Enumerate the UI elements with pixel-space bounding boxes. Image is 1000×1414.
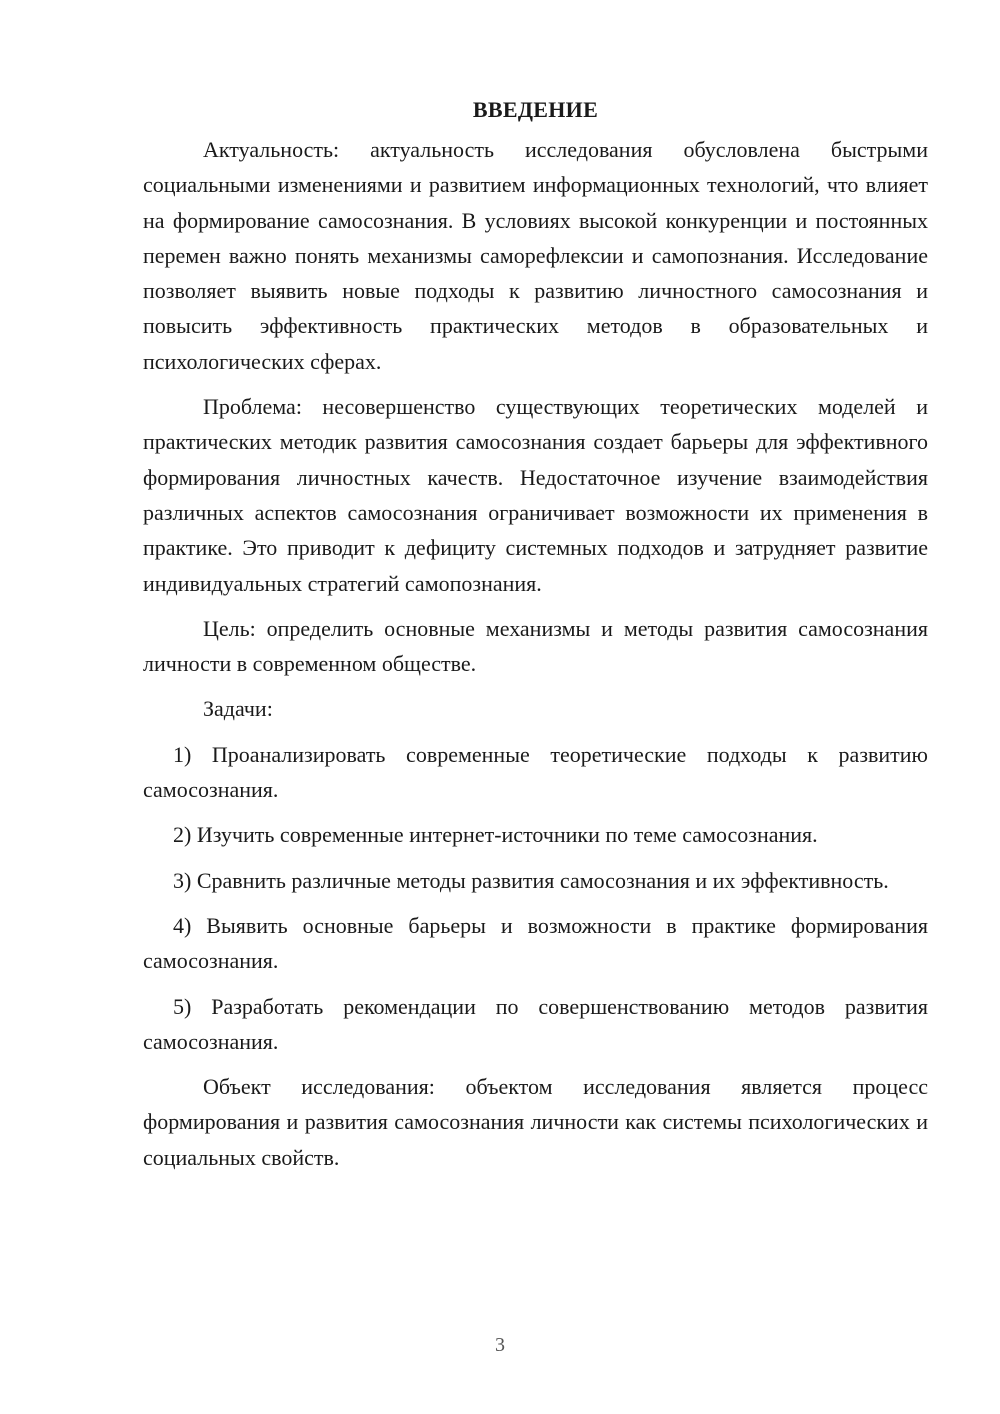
paragraph-goal: Цель: определить основные механизмы и методы развития самосознания личности в современном обществе. [143, 615, 928, 677]
task-item-2: 2) Изучить современные интернет-источники по теме самосознания. [173, 822, 818, 848]
paragraph-relevance: Актуальность: актуальность исследования обусловлена быстрыми социальными изменениями и развитием информационных технологий, что влияет на формирование самосознания. В условиях высокой конкуренции и постоянных перемен важно понять механизмы саморефлексии и самопознания. Исследование позволяет выявить новые подходы к развитию личностного самосознания и повысить эффективность практических методов в образовательных и психологических сферах. [143, 137, 928, 374]
section-heading: ВВЕДЕНИЕ [472, 97, 599, 122]
page-number: 3 [495, 1334, 505, 1356]
paragraph-tasks-label: Задачи: [203, 696, 273, 722]
document-page [143, 96, 928, 1185]
task-item-4: 4) Выявить основные барьеры и возможности в практике формирования самосознания. [143, 912, 928, 974]
task-item-1: 1) Проанализировать современные теоретические подходы к развитию самосознания. [143, 741, 928, 803]
paragraph-problem: Проблема: несовершенство существующих теоретических моделей и практических методик развития самосознания создает барьеры для эффективного формирования личностных качеств. Недостаточное изучение взаимодействия различных аспектов самосознания ограничивает возможности их применения в практике. Это приводит к дефициту системных подходов и затрудняет развитие индивидуальных стратегий самопознания. [143, 394, 928, 596]
task-item-5: 5) Разработать рекомендации по совершенствованию методов развития самосознания. [143, 993, 928, 1054]
paragraph-object: Объект исследования: объектом исследования является процесс формирования и развития самосознания личности как системы психологических и социальных свойств. [143, 1074, 928, 1170]
task-item-3: 3) Сравнить различные методы развития самосознания и их эффективность. [173, 867, 889, 893]
